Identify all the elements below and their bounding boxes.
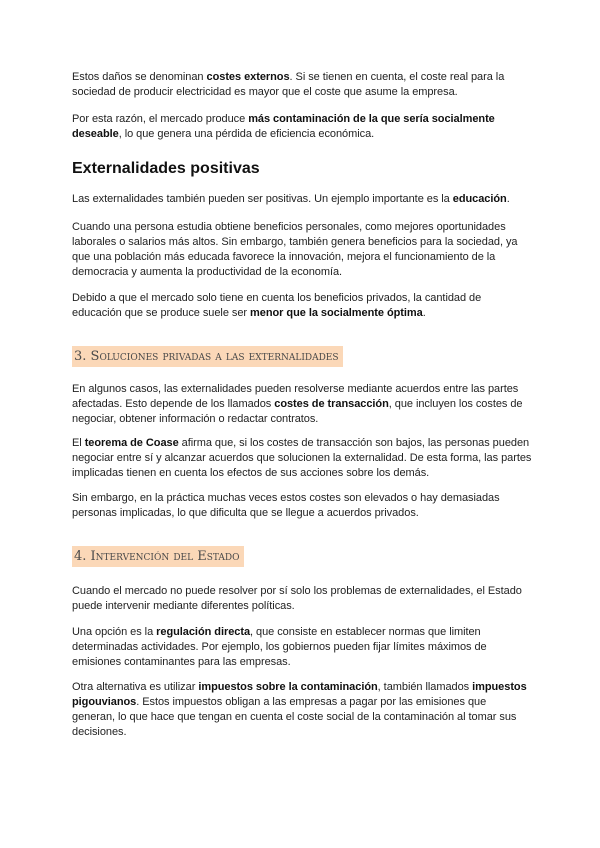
text: Estos daños se denominan <box>72 71 207 83</box>
text: En algunos casos, las externalidades pueden resolverse mediante acuerdos entre las partes afectadas. Esto depende de los llamados <box>72 383 519 410</box>
paragraph-estado-intervenir: Cuando el mercado no puede resolver por sí solo los problemas de externalidades, el Estado puede intervenir mediante diferentes políticas. <box>72 585 522 612</box>
section-heading-intervencion-estado: 4. Intervención del Estado <box>72 546 244 567</box>
text: Una opción es la <box>72 626 157 638</box>
bold-term: educación <box>452 193 507 205</box>
text: . Estos impuestos obligan a las empresas a pagar por las emisiones que generan, lo que hace que tengan en cuenta el coste social de la contaminación al tomar sus decisiones. <box>72 696 517 738</box>
paragraph-menor-optima <box>72 291 532 321</box>
text: Otra alternativa es utilizar <box>72 681 199 693</box>
paragraph-teorema-coase <box>72 436 532 481</box>
paragraph-costes-transaccion <box>72 382 532 427</box>
text: afirma que, si los costes de transacción son bajos, las personas pueden negociar entre sí y alcanzar acuerdos que solucionen la externalidad. De esta forma, las partes implicadas tienen en cuenta los efectos de sus acciones sobre los demás. <box>72 437 532 479</box>
text: , que incluyen los costes de negociar, obtener información o redactar contratos. <box>72 398 523 425</box>
text: Por esta razón, el mercado produce <box>72 113 249 125</box>
text: , que consiste en establecer normas que limiten determinadas actividades. Por ejemplo, los gobiernos pueden fijar límites máximos de emisiones contaminantes para las empresas. <box>72 626 487 668</box>
bold-term: teorema de Coase <box>84 437 179 449</box>
text: . <box>422 307 426 319</box>
bold-term: costes externos <box>206 71 290 83</box>
bold-term: impuestos sobre la contaminación <box>198 681 378 693</box>
paragraph-mas-contaminacion <box>72 112 532 142</box>
text: Las externalidades también pueden ser positivas. Un ejemplo importante es la <box>72 193 453 205</box>
section-heading-soluciones-privadas: 3. Soluciones privadas a las externalidades <box>72 346 343 367</box>
paragraph-impuestos-pigouvianos <box>72 680 532 740</box>
paragraph-regulacion-directa <box>72 625 532 670</box>
bold-term: regulación directa <box>156 626 251 638</box>
paragraph-acuerdos-privados: Sin embargo, en la práctica muchas veces estos costes son elevados o hay demasiadas personas implicadas, lo que dificulta que se llegue a acuerdos privados. <box>72 492 500 519</box>
text: . <box>506 193 510 205</box>
paragraph-educacion <box>72 192 510 207</box>
paragraph-beneficios: Cuando una persona estudia obtiene beneficios personales, como mejores oportunidades laborales o salarios más altos. Sin embargo, también genera beneficios para la sociedad, ya que una población más educada favorece la innovación, mejora el funcionamiento de la democracia y aumenta la productividad de la economía. <box>72 221 518 278</box>
bold-term: menor que la socialmente óptima <box>250 307 423 319</box>
bold-term: impuestos pigouvianos <box>72 681 527 708</box>
text: , también llamados <box>377 681 473 693</box>
paragraph-costes-externos <box>72 70 532 100</box>
text: . Si se tienen en cuenta, el coste real para la sociedad de producir electricidad es mayor que el coste que asume la empresa. <box>72 71 505 98</box>
bold-term: más contaminación de la que sería socialmente deseable <box>72 113 495 140</box>
heading-externalidades-positivas: Externalidades positivas <box>72 160 260 177</box>
text: El <box>72 437 85 449</box>
bold-term: costes de transacción <box>274 398 389 410</box>
text: Debido a que el mercado solo tiene en cuenta los beneficios privados, la cantidad de educación que se produce suele ser <box>72 292 482 319</box>
text: , lo que genera una pérdida de eficiencia económica. <box>118 128 375 140</box>
